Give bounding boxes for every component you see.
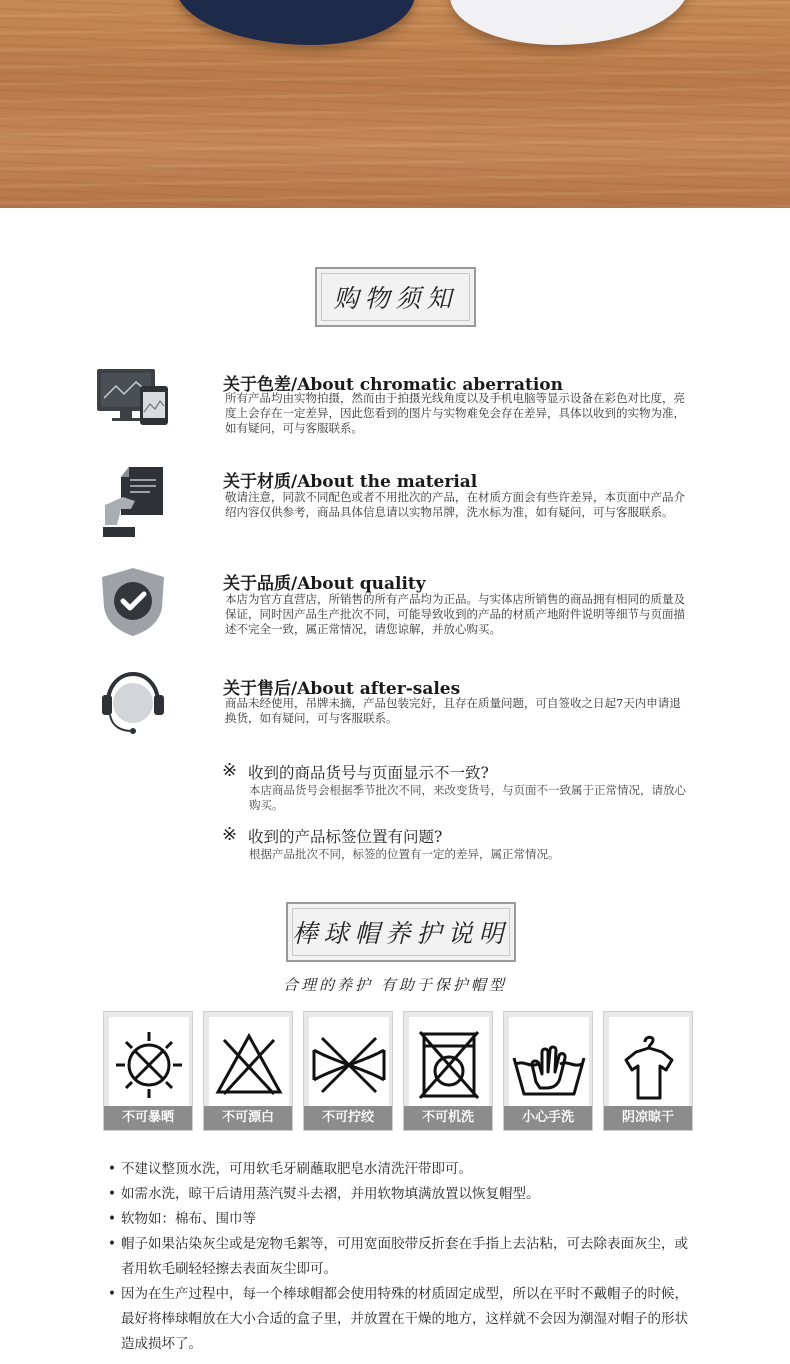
list-item: • 帽子如果沾染灰尘或是宠物毛絮等，可用宽面胶带反折套在手指上去沾粘，可去除表面灰尘，或者用软毛刷轻轻擦去表面灰尘即可。 (108, 1232, 688, 1282)
list-item: • 软物如：棉布、围巾等 (108, 1207, 688, 1232)
hang-dry-shade-icon (609, 1017, 689, 1113)
section-heading-material: 关于材质/About the material (223, 472, 478, 492)
no-bleach-icon (209, 1017, 289, 1113)
care-label: 阴凉晾干 (604, 1106, 692, 1130)
care-title-text: 棒球帽养护说明 (292, 919, 510, 948)
note-body-item-number: 本店商品货号会根据季节批次不同，来改变货号，与页面不一致属于正常情况，请放心购买。 (249, 783, 686, 812)
section-body-color: 所有产品均由实物拍摄，然而由于拍摄光线角度以及手机电脑等显示设备在彩色对比度，亮度上会存在一定差异，因此您看到的图片与实物难免会存在差异，具体以收到的实物为准，如有疑问，可与客服联系。 (225, 391, 685, 435)
hand-wash-icon (509, 1017, 589, 1113)
no-sun-dry-icon (109, 1017, 189, 1113)
section-heading-after-sales: 关于售后/About after-sales (223, 679, 461, 699)
care-symbol-hang-dry (603, 1011, 693, 1131)
care-label: 不可暴晒 (104, 1106, 192, 1130)
section-heading-quality: 关于品质/About quality (223, 574, 426, 594)
care-symbol-hand-wash (503, 1011, 593, 1131)
care-label: 小心手洗 (504, 1106, 592, 1130)
care-label: 不可机洗 (404, 1106, 492, 1130)
monitor-phone-icon (96, 368, 170, 426)
section-heading-color: 关于色差/About chromatic aberration (223, 375, 563, 395)
shopping-notice-title (315, 267, 476, 327)
section-body-after-sales: 商品未经使用，吊牌未摘，产品包装完好，且存在质量问题，可自签收之日起7天内申请退换货，如有疑问，可与客服联系。 (225, 696, 681, 725)
note-heading-item-number: 收到的商品货号与页面显示不一致? (248, 764, 489, 782)
care-symbol-no-wring (303, 1011, 393, 1131)
care-subtitle: 合理的养护 有助于保护帽型 (283, 976, 507, 994)
section-body-quality: 本店为官方直营店，所销售的所有产品均为正品。与实体店所销售的商品拥有相同的质量及保证，同时因产品生产批次不同，可能导致收到的产品的材质产地附件说明等细节与页面描述不完全一致，属正常情况，请您谅解，并放心购买。 (225, 592, 685, 636)
headset-icon (100, 669, 166, 735)
list-item: • 因为在生产过程中，每一个棒球帽都会使用特殊的材质固定成型，所以在平时不戴帽子的时候，最好将棒球帽放在大小合适的盒子里，并放置在干燥的地方，这样就不会因为潮湿对帽子的形状造成损坏了。 (108, 1282, 688, 1357)
care-symbol-no-bleach (203, 1011, 293, 1131)
note-body-label-position: 根据产品批次不同，标签的位置有一定的差异，属正常情况。 (249, 847, 560, 861)
care-symbol-no-sun (103, 1011, 193, 1131)
list-item: • 如需水洗，晾干后请用蒸汽熨斗去褶，并用软物填满放置以恢复帽型。 (108, 1182, 688, 1207)
care-title (286, 902, 516, 962)
shield-check-icon (100, 567, 166, 637)
care-label: 不可拧绞 (304, 1106, 392, 1130)
reference-mark-icon: ※ (222, 760, 238, 781)
section-body-material: 敬请注意，同款不同配色或者不用批次的产品，在材质方面会有些许差异，本页面中产品介绍内容仅供参考，商品具体信息请以实物吊牌，洗水标为准，如有疑问，可与客服联系。 (225, 490, 685, 519)
product-photo (0, 0, 790, 208)
care-symbol-no-machine-wash (403, 1011, 493, 1131)
white-cap-image (450, 0, 690, 45)
note-heading-label-position: 收到的产品标签位置有问题? (248, 828, 443, 846)
shopping-notice-title-text: 购物须知 (333, 284, 458, 313)
navy-cap-image (175, 0, 415, 45)
care-tips-list (108, 1157, 688, 1357)
list-item: • 不建议整顶水洗，可用软毛牙刷蘸取肥皂水清洗汗带即可。 (108, 1157, 688, 1182)
care-label: 不可漂白 (204, 1106, 292, 1130)
no-wring-icon (309, 1017, 389, 1113)
no-machine-wash-icon (409, 1017, 489, 1113)
document-hand-icon (101, 465, 167, 540)
reference-mark-icon: ※ (222, 824, 238, 845)
